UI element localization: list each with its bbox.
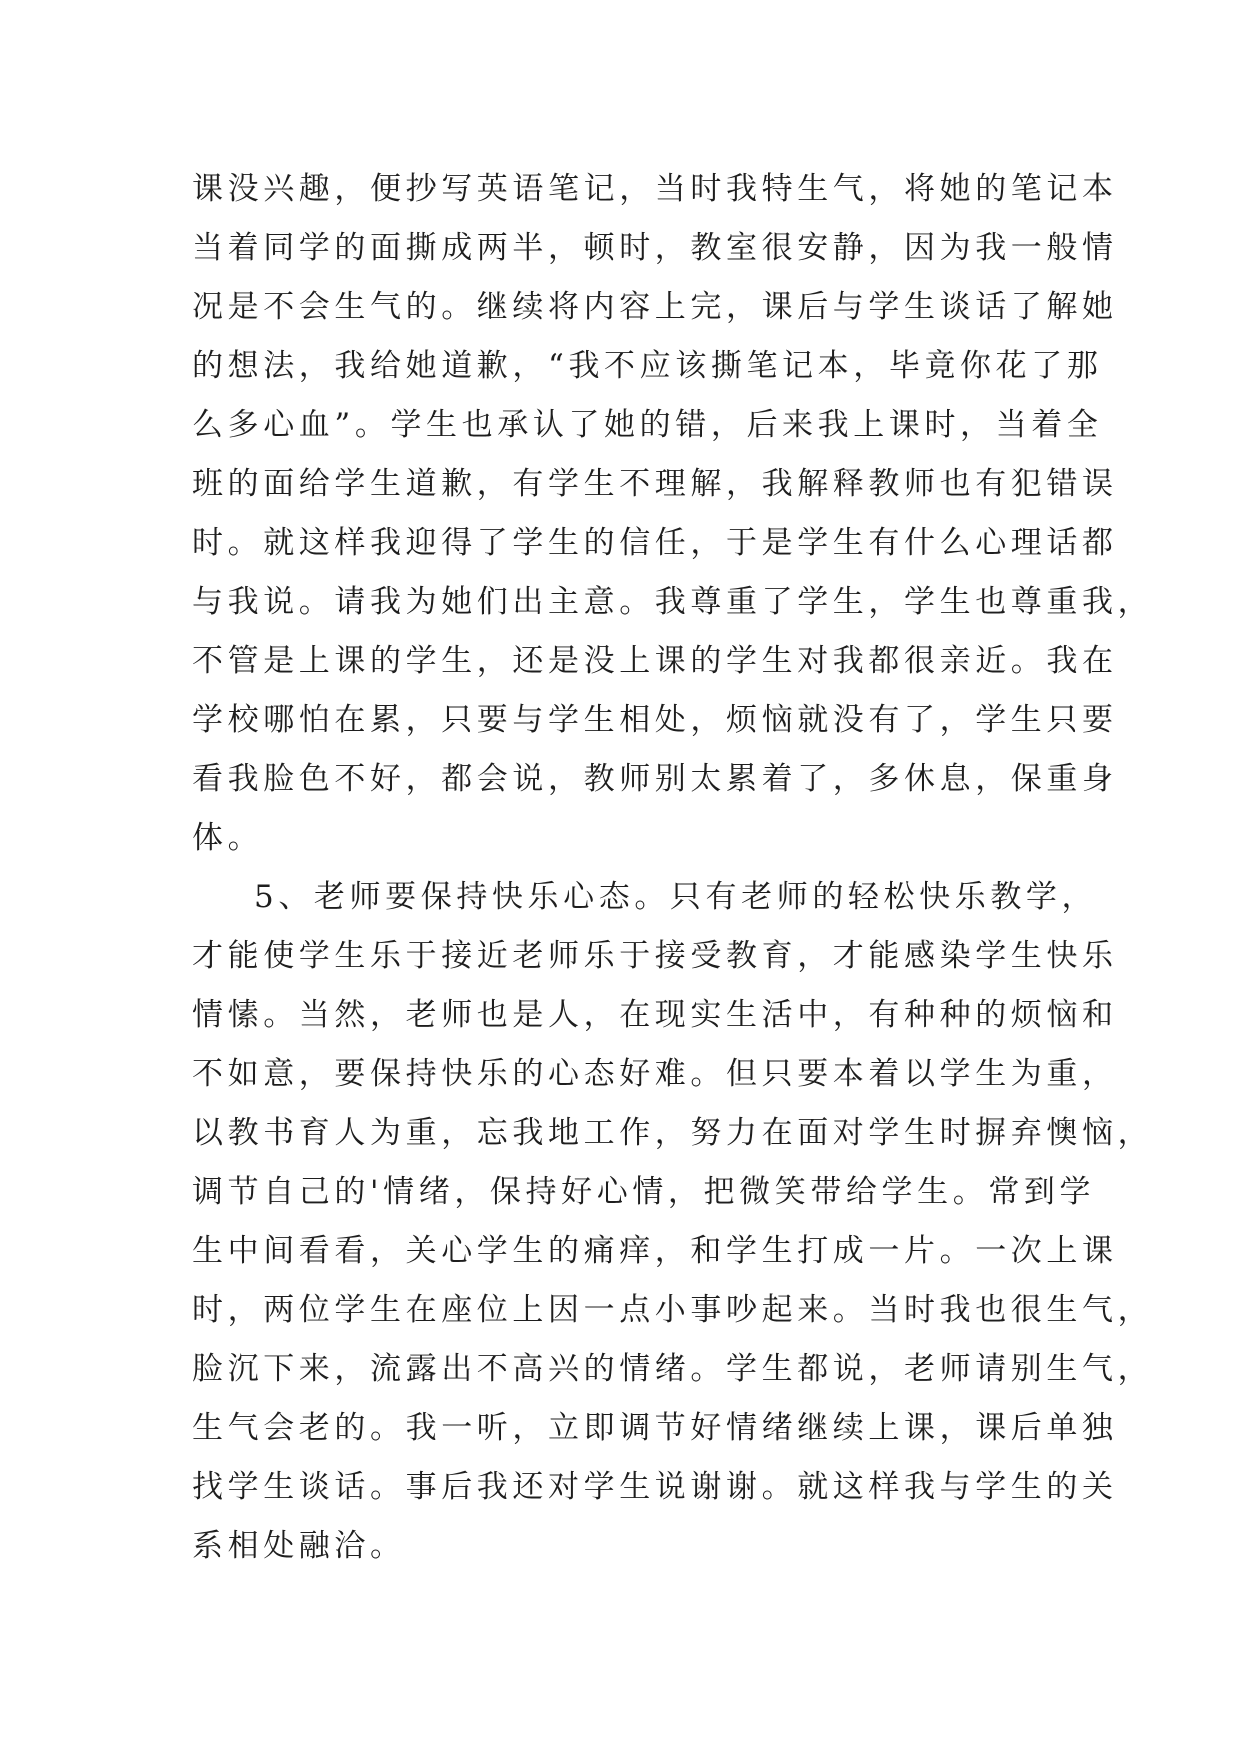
paragraph-line: 时，两位学生在座位上因一点小事吵起来。当时我也很生气， (192, 1292, 1154, 1328)
paragraph-line: 的想法，我给她道歉，“我不应该撕笔记本，毕竟你花了那 (192, 348, 1103, 384)
paragraph-line: 么多心血”。学生也承认了她的错，后来我上课时，当着全 (192, 407, 1103, 443)
paragraph-line: 当着同学的面撕成两半，顿时，教室很安静，因为我一般情 (192, 230, 1118, 266)
paragraph-line: 看我脸色不好，都会说，教师别太累着了，多休息，保重身 (192, 761, 1118, 797)
paragraph-1 (192, 160, 1154, 868)
paragraph-2 (192, 868, 1154, 1576)
paragraph-line: 情愫。当然，老师也是人，在现实生活中，有种种的烦恼和 (192, 997, 1118, 1033)
paragraph-line: 才能使学生乐于接近老师乐于接受教育，才能感染学生快乐 (192, 938, 1118, 974)
paragraph-line: 生气会老的。我一听，立即调节好情绪继续上课，课后单独 (192, 1410, 1118, 1446)
paragraph-line: 体。 (192, 820, 264, 856)
paragraph-line: 脸沉下来，流露出不高兴的情绪。学生都说，老师请别生气， (192, 1351, 1154, 1387)
paragraph-line: 况是不会生气的。继续将内容上完，课后与学生谈话了解她 (192, 289, 1118, 325)
paragraph-line: 系相处融洽。 (192, 1528, 406, 1564)
paragraph-line: 生中间看看，关心学生的痛痒，和学生打成一片。一次上课 (192, 1233, 1118, 1269)
document-body (192, 160, 1154, 1576)
paragraph-line: 学校哪怕在累，只要与学生相处，烦恼就没有了，学生只要 (192, 702, 1118, 738)
paragraph-line: 找学生谈话。事后我还对学生说谢谢。就这样我与学生的关 (192, 1469, 1118, 1505)
paragraph-line: 班的面给学生道歉，有学生不理解，我解释教师也有犯错误 (192, 466, 1118, 502)
paragraph-line: 以教书育人为重，忘我地工作，努力在面对学生时摒弃懊恼， (192, 1115, 1154, 1151)
paragraph-line: 课没兴趣，便抄写英语笔记，当时我特生气，将她的笔记本 (192, 171, 1118, 207)
paragraph-line: 不如意，要保持快乐的心态好难。但只要本着以学生为重， (192, 1056, 1118, 1092)
paragraph-line: 调节自己的'情绪，保持好心情，把微笑带给学生。常到学 (192, 1174, 1096, 1210)
paragraph-line: 不管是上课的学生，还是没上课的学生对我都很亲近。我在 (192, 643, 1118, 679)
paragraph-line: 5、老师要保持快乐心态。只有老师的轻松快乐教学， (254, 879, 1098, 915)
paragraph-line: 时。就这样我迎得了学生的信任，于是学生有什么心理话都 (192, 525, 1118, 561)
paragraph-line: 与我说。请我为她们出主意。我尊重了学生，学生也尊重我， (192, 584, 1154, 620)
